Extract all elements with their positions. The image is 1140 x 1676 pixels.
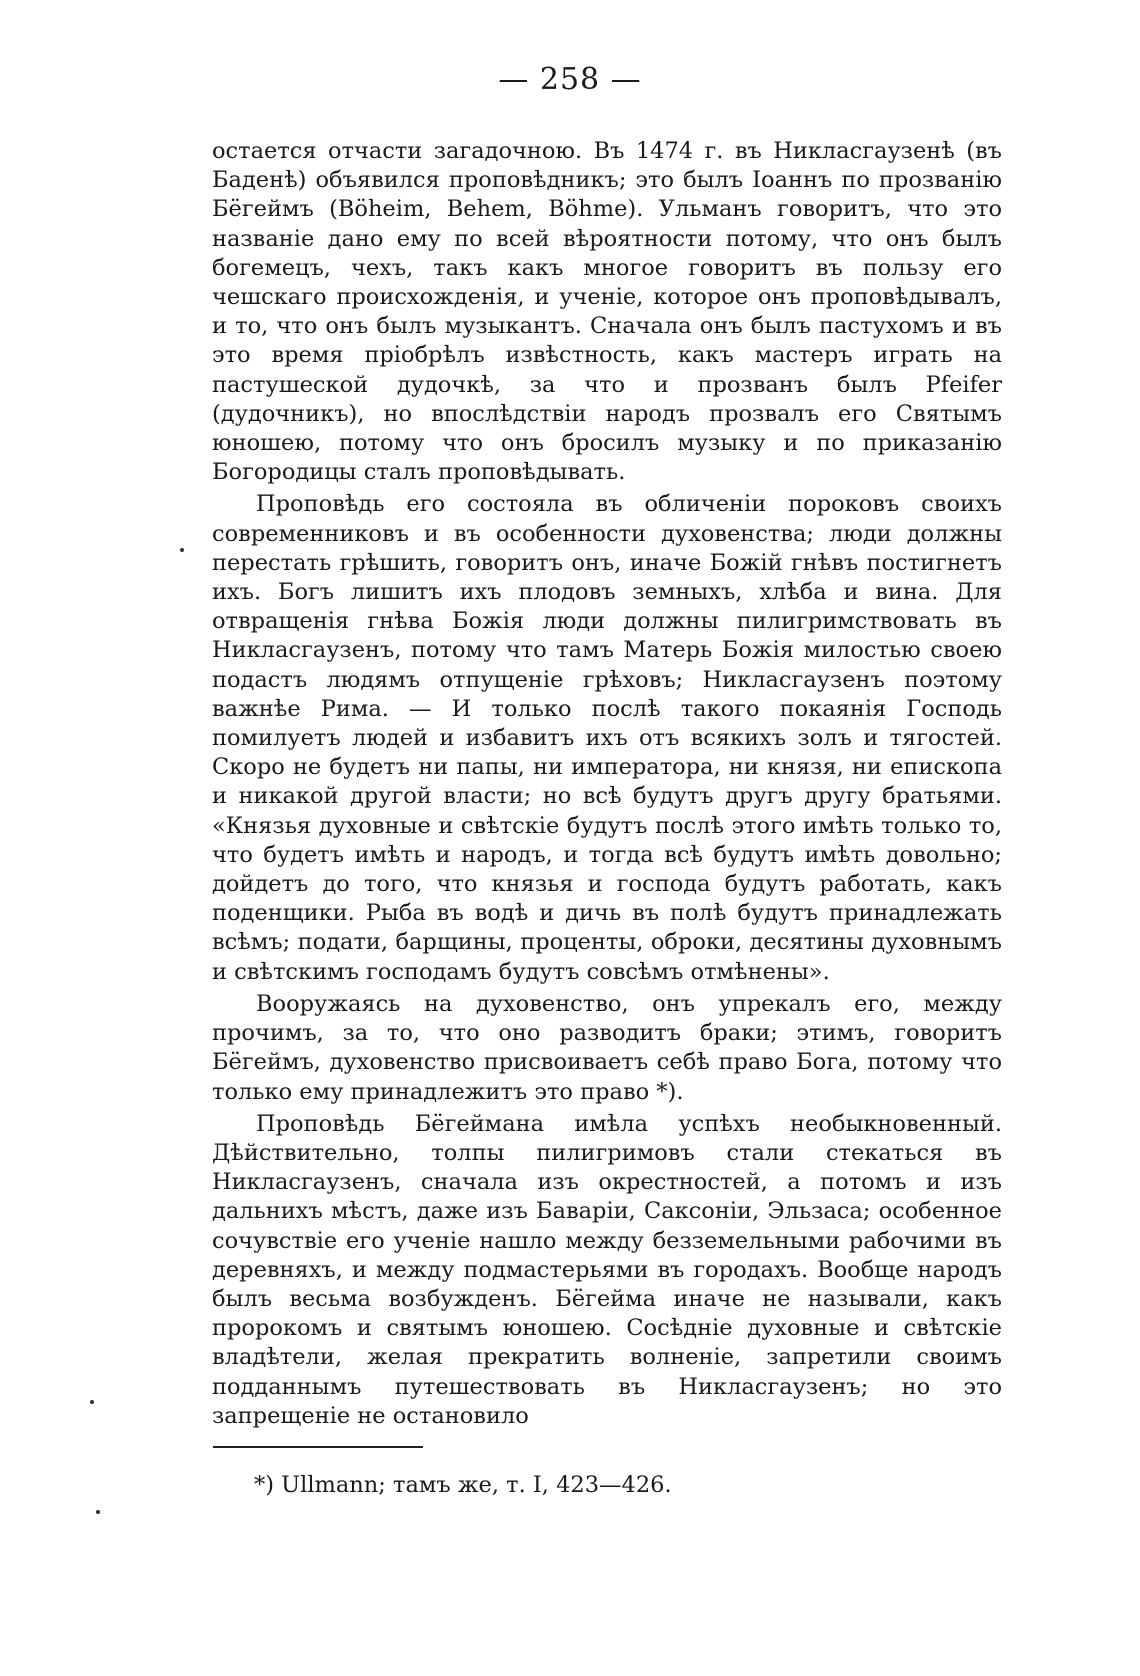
page-number: — 258 — (498, 62, 642, 97)
print-speck (90, 1400, 94, 1404)
footnote-divider (213, 1446, 423, 1448)
footnote: *) Ullmann; тамъ же, т. I, 423—426. (254, 1472, 672, 1498)
print-speck (96, 1510, 100, 1514)
print-speck (180, 548, 184, 552)
paragraph-1: остается отчасти загадочною. Въ 1474 г. въ Никласгаузенѣ (въ Баденѣ) объявился проповѣдникъ; это былъ Іоаннъ по прозванію Бёгеймъ (Böheim, Behem, Böhme). Ульманъ говоритъ, что это названіе дано ему по всей вѣроятности потому, что онъ былъ богемецъ, чехъ, такъ какъ многое говоритъ въ пользу его чешскаго происхожденія, и ученіе, которое онъ проповѣдывалъ, и то, что онъ былъ музыкантъ. Сначала онъ былъ пастухомъ и въ это время пріобрѣлъ извѣстность, какъ мастеръ играть на пастушеской дудочкѣ, за что и прозванъ былъ Pfeifer (дудочникъ), но впослѣдствіи народъ прозвалъ его Святымъ юношею, потому что онъ бросилъ музыку и по приказанію Богородицы сталъ проповѣдывать. (212, 138, 1002, 486)
paragraph-2: Проповѣдь его состояла въ обличеніи пороковъ своихъ современниковъ и въ особенности духовенства; люди должны перестать грѣшить, говоритъ онъ, иначе Божій гнѣвъ постигнетъ ихъ. Богъ лишитъ ихъ плодовъ земныхъ, хлѣба и вина. Для отвращенія гнѣва Божія люди должны пилигримствовать въ Никласгаузенъ, потому что тамъ Матерь Божія милостью своею подастъ людямъ отпущеніе грѣховъ; Никласгаузенъ поэтому важнѣе Рима. — И только послѣ такого покаянія Господь помилуетъ людей и избавитъ ихъ отъ всякихъ золъ и тягостей. Скоро не будетъ ни папы, ни императора, ни князя, ни епископа и никакой другой власти; но всѣ будутъ другъ другу братьями. «Князья духовные и свѣтскіе будутъ послѣ этого имѣть только то, что будетъ имѣть и народъ, и тогда всѣ будутъ имѣть довольно; дойдетъ до того, что князья и господа будутъ работать, какъ поденщики. Рыба въ водѣ и дичь въ полѣ будутъ принадлежать всѣмъ; подати, барщины, проценты, оброки, десятины духовнымъ и свѣтскимъ господамъ будутъ совсѣмъ отмѣнены». (212, 491, 1002, 985)
paragraph-3: Вооружаясь на духовенство, онъ упрекалъ его, между прочимъ, за то, что оно разводитъ браки; этимъ, говоритъ Бёгеймъ, духовенство присвоиваетъ себѣ право Бога, потому что только ему принадлежитъ это право *). (212, 990, 1002, 1105)
paragraph-4: Проповѣдь Бёгеймана имѣла успѣхъ необыкновенный. Дѣйствительно, толпы пилигримовъ стали стекаться въ Никласгаузенъ, сначала изъ окрестностей, а потомъ и изъ дальнихъ мѣстъ, даже изъ Баваріи, Саксоніи, Эльзаса; особенное сочувствіе его ученіе нашло между безземельными рабочими въ деревняхъ, и между подмастерьями въ городахъ. Вообще народъ былъ весьма возбужденъ. Бёгейма иначе не называли, какъ пророкомъ и святымъ юношею. Сосѣдніе духовные и свѣтскіе владѣтели, желая прекратить волненіе, запретили своимъ подданнымъ путешествовать въ Никласгаузенъ; но это запрещеніе не остановило (212, 1110, 1002, 1429)
body-text (212, 137, 1002, 1431)
